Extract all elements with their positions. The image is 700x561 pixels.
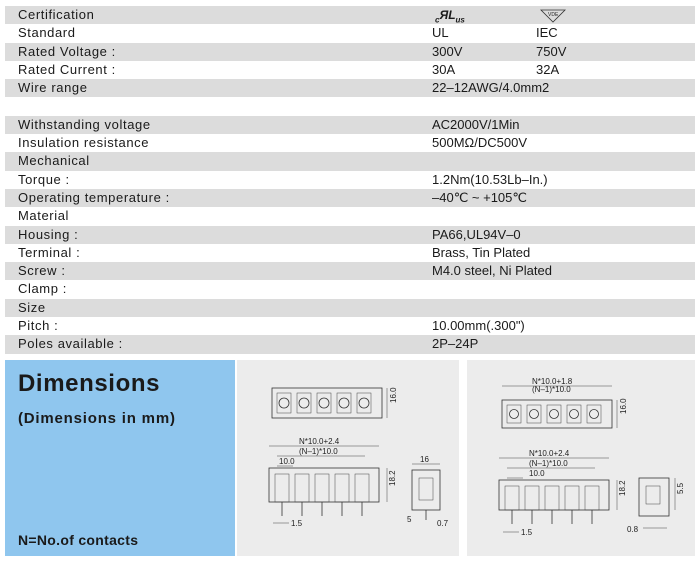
overall-label-2: N*10.0+2.4 (529, 449, 570, 458)
side-thk-label-2: 0.8 (627, 525, 639, 534)
spec-label: Size (18, 299, 46, 315)
dimensions-subtitle: (Dimensions in mm) (18, 410, 176, 427)
pitch-label: 10.0 (279, 457, 295, 466)
spec-value: AC2000V/1Min (432, 116, 520, 132)
top-overall-label: N*10.0+1.8 (532, 377, 573, 386)
pitch-label-2: 10.0 (529, 469, 545, 478)
spec-row (5, 152, 695, 170)
spec-row (5, 280, 695, 298)
spec-row (5, 134, 695, 152)
spec-row (5, 43, 695, 61)
top-span-label: (N–1)*10.0 (532, 385, 571, 394)
contacts-note: N=No.of contacts (18, 532, 139, 548)
spec-label: Material (18, 208, 70, 224)
pitch-span-label-2: (N–1)*10.0 (529, 459, 568, 468)
spec-value: 2P–24P (432, 336, 479, 352)
spec-label: Mechanical (18, 153, 90, 169)
spec-value: M4.0 steel, Ni Plated (432, 263, 552, 279)
front-view-terminals-2 (505, 486, 599, 524)
spec-table (5, 6, 695, 354)
overall-label: N*10.0+2.4 (299, 437, 340, 446)
spec-value-2: 750V (536, 43, 567, 59)
spec-value: 500MΩ/DC500V (432, 135, 527, 151)
side-width-label: 16 (420, 455, 429, 464)
spec-label: Certification (18, 7, 95, 22)
spec-row (5, 171, 695, 189)
top-view-screws-2 (507, 405, 601, 423)
spec-value: UL (432, 25, 449, 41)
spec-value-2: 32A (536, 61, 560, 77)
ul-logo-icon: $_cЯL_{us}$ (435, 8, 465, 25)
drawing-2 (467, 360, 695, 556)
front-view-body-2 (499, 480, 609, 510)
drawing-panel-2 (467, 360, 695, 556)
spec-row (5, 299, 695, 317)
spec-row (5, 226, 695, 244)
height-label-2: 18.2 (618, 480, 627, 496)
side-h-label: 5.5 (676, 482, 685, 494)
spec-label: Terminal : (18, 244, 81, 260)
spec-label: Screw : (18, 263, 66, 279)
spec-label: Operating temperature : (18, 189, 170, 205)
side-pin-label: 5 (407, 515, 412, 524)
spec-label: Withstanding voltage (18, 116, 151, 132)
dimensions-title: Dimensions (18, 370, 161, 397)
dimensions-section (5, 360, 695, 556)
top-height-label: 16.0 (389, 387, 398, 403)
spec-label: Torque : (18, 171, 70, 187)
side-view-body (412, 470, 440, 510)
spec-row (5, 97, 695, 115)
pin-offset-label-2: 1.5 (521, 528, 533, 537)
spec-row (5, 24, 695, 42)
spec-label: Wire range (18, 80, 88, 96)
spec-value-2: IEC (536, 25, 558, 41)
front-view-terminals (275, 474, 369, 516)
spec-row (5, 207, 695, 225)
dimensions-banner (5, 360, 235, 556)
vde-logo-icon (540, 6, 566, 24)
height-label: 18.2 (388, 470, 397, 486)
spec-row (5, 335, 695, 353)
drawing-panel-1 (237, 360, 459, 556)
spec-value: –40℃ ~ +105℃ (432, 189, 527, 205)
spec-row (5, 6, 695, 24)
spec-row (5, 79, 695, 97)
pitch-span-label: (N–1)*10.0 (299, 447, 338, 456)
spec-label: Rated Voltage : (18, 43, 116, 59)
spec-row (5, 116, 695, 134)
spec-row (5, 317, 695, 335)
spec-label: Pitch : (18, 318, 59, 334)
side-thk-label: 0.7 (437, 519, 449, 528)
spec-label: Standard (18, 25, 76, 41)
spec-row (5, 244, 695, 262)
spec-row (5, 262, 695, 280)
spec-label: Clamp : (18, 281, 67, 297)
side-view-body-2 (639, 478, 669, 516)
spec-value: 22–12AWG/4.0mm2 (432, 80, 550, 96)
spec-row (5, 189, 695, 207)
pin-offset-label: 1.5 (291, 519, 303, 528)
spec-label: Rated Current : (18, 61, 116, 77)
spec-value: 30A (432, 61, 456, 77)
spec-label: Insulation resistance (18, 135, 150, 151)
spec-value: 1.2Nm(10.53Lb–In.) (432, 171, 548, 187)
svg-text:VDE: VDE (548, 11, 559, 18)
drawing-1 (237, 360, 459, 556)
top-view-body (272, 388, 382, 418)
top-height-label-2: 16.0 (619, 398, 628, 414)
spec-value: 10.00mm(.300") (432, 318, 525, 334)
spec-label: Housing : (18, 226, 79, 242)
spec-label: Poles available : (18, 336, 123, 352)
front-view-body (269, 468, 379, 502)
spec-value: 300V (432, 43, 463, 59)
spec-row (5, 61, 695, 79)
spec-value: Brass, Tin Plated (432, 244, 531, 260)
spec-value: PA66,UL94V–0 (432, 226, 521, 242)
top-view-screws (277, 393, 371, 413)
